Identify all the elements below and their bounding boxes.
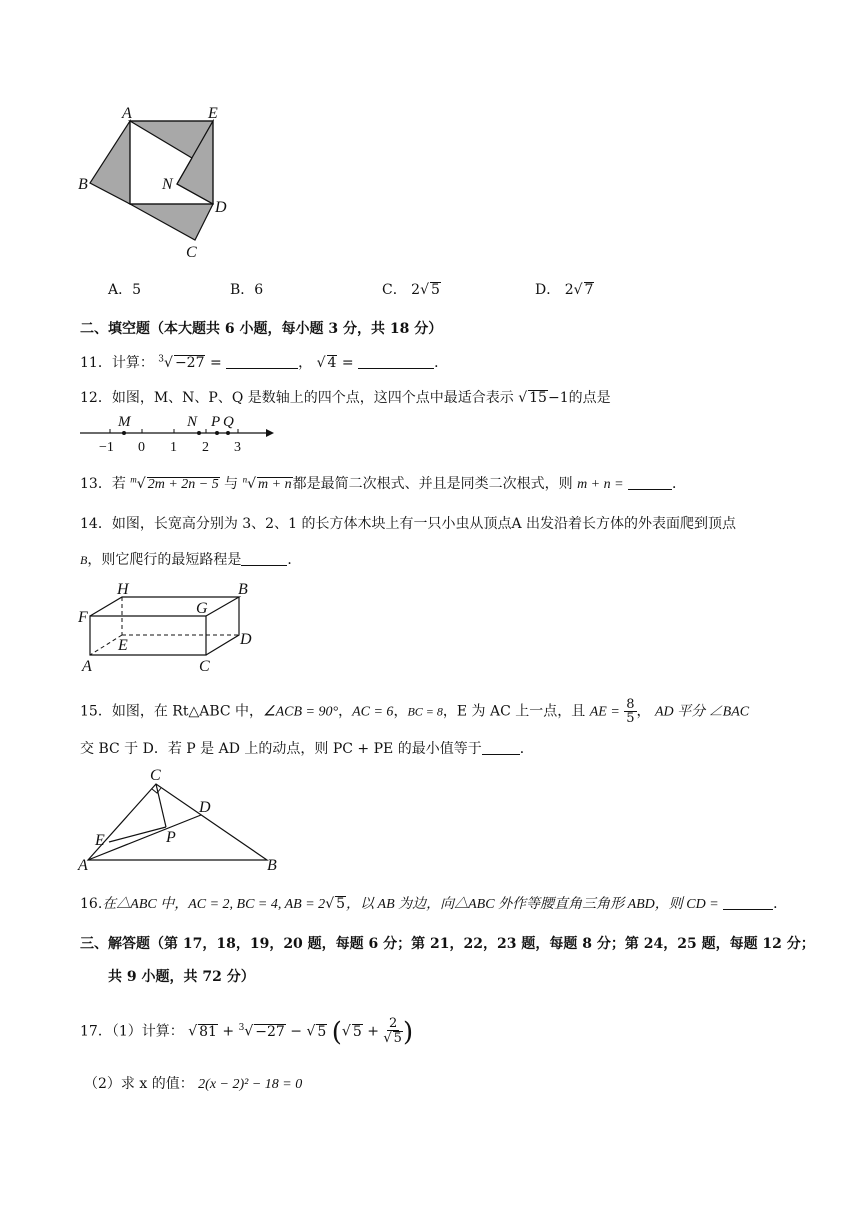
q17-minus: − [290, 1023, 302, 1040]
q14-line1 [80, 513, 736, 533]
option-d-coef: 2 [564, 282, 574, 298]
q16-radicand: 5 [336, 896, 346, 912]
q17-number: 17． [80, 1023, 112, 1040]
q12-radicand: 15 [529, 390, 547, 406]
q14-blank[interactable] [241, 551, 287, 566]
q10-figure [70, 100, 240, 265]
label-f: F [78, 609, 88, 626]
point-m [122, 431, 126, 435]
label-a: A [122, 105, 132, 122]
option-a-value: 5 [132, 282, 142, 298]
q17-radicand-m27: −27 [255, 1023, 285, 1040]
q15-end: ． [519, 741, 534, 757]
q15-frac-den: 5 [626, 711, 635, 726]
label-h: H [117, 581, 129, 598]
q17-inner-plus: + [367, 1023, 379, 1040]
q14-text-1: 如图，长宽高分别为 3、2、1 的长方体木块上有一只小虫从顶点A 出发沿着长方体的外表面爬到顶点 [111, 516, 737, 532]
q13-blank[interactable] [628, 475, 672, 490]
option-b-letter: B． [230, 282, 255, 298]
q17-right-paren: ) [402, 1017, 414, 1048]
cuboid-top-face [90, 597, 239, 616]
q13-ruo: 若 [111, 476, 126, 492]
option-d-radicand: 7 [584, 282, 594, 298]
label-c: C [186, 244, 197, 261]
q16-blank[interactable] [723, 895, 773, 910]
q15-bc: BC = 8 [407, 704, 443, 719]
q17-root-index: 3 [238, 1022, 245, 1033]
q15-ae: AE = [589, 704, 620, 720]
gray-triangle-abb [90, 121, 130, 204]
option-d: D． 2√ 7 [535, 282, 594, 298]
label-b: B [267, 857, 277, 874]
point-q [226, 431, 230, 435]
q13-radicand-1: 2m + 2n − 5 [147, 477, 219, 492]
q16-end: ． [773, 896, 788, 912]
q15-fraction [624, 698, 636, 725]
q15-ac: AC = 6 [352, 704, 394, 720]
q11-root-index: 3 [158, 354, 165, 365]
number-line [78, 412, 278, 456]
option-b-value: 6 [254, 282, 264, 298]
label-b: B [78, 176, 88, 193]
q11-number: 11． [80, 355, 112, 371]
q11-equals-2: = [341, 355, 354, 371]
q14-vertex-b: B [80, 553, 88, 567]
q13-root-index-2: n [242, 474, 248, 485]
q13-yu: 与 [224, 476, 239, 492]
label-g: G [196, 600, 208, 617]
tick-label-1: 1 [170, 440, 177, 455]
point-p [215, 431, 219, 435]
q14-line2 [80, 549, 301, 569]
segment-ad [88, 815, 201, 860]
label-m: M [118, 414, 131, 430]
q16: 16.在△ABC 中，AC = 2, BC = 4, AB = 2√ 5，以 AB 为边，向△ABC 外作等腰直角三角形 ABD，则 CD = ． [80, 896, 788, 912]
label-e: E [95, 832, 105, 849]
tick-label-2: 2 [202, 440, 209, 455]
label-n: N [162, 176, 173, 193]
q15-text-g: ，E 为 AC 上一点，且 [442, 703, 586, 720]
q17-part2 [84, 1073, 302, 1093]
section3-line2: 共 9 小题，共 72 分） [108, 969, 255, 985]
q17-part1-label: （1）计算： [111, 1023, 184, 1040]
label-a: A [82, 658, 92, 674]
label-c: C [199, 658, 210, 674]
section2-title: 二、填空题（本大题共 6 小题，每小题 3 分，共 18 分） [80, 321, 443, 337]
cuboid-figure [74, 578, 264, 674]
q16-text-1: 在△ABC 中，AC = 2, BC = 4, AB = 2 [102, 897, 326, 912]
q15-text-a: 如图，在 Rt△ABC 中， [111, 703, 264, 720]
q12-tail: 的点是 [568, 390, 611, 406]
option-d-letter: D． [535, 282, 561, 298]
q12-number: 12． [80, 390, 112, 406]
q11: 11．计算： $^3$√ −27 = ， √ 4 = ． [80, 354, 449, 371]
q13-expression: m + n = [577, 477, 624, 492]
label-d: D [199, 799, 211, 816]
label-b: B [238, 581, 248, 598]
option-a-letter: A． [108, 282, 133, 298]
q17-inner-radicand-5: 5 [352, 1023, 362, 1040]
tick-label-0: 0 [138, 440, 145, 455]
label-p: P [211, 414, 221, 430]
q15-comma-2: ， [393, 703, 408, 720]
q17-part2-label: （2）求 x 的值： [84, 1076, 194, 1092]
label-q: Q [223, 414, 234, 430]
q17-part1: 17．（1）计算： √ 81 + $^3$√ −27 − √ 5 (√ 5 + $\frac{2}{√ 5}$ ) [80, 1016, 414, 1048]
label-e: E [118, 637, 128, 654]
q13-number: 13． [80, 476, 112, 492]
q11-radicand-1: −27 [174, 355, 205, 371]
q13-radicand-2: m + n [258, 477, 292, 492]
label-e: E [208, 105, 218, 122]
q13-text: 都是最简二次根式、并且是同类二次根式，则 [292, 476, 573, 492]
q17-plus: + [222, 1023, 235, 1040]
q11-blank-1[interactable] [226, 354, 298, 369]
option-c-radicand: 5 [431, 282, 440, 298]
cuboid-right-face [206, 597, 239, 655]
q11-radicand-2: 4 [327, 355, 337, 371]
q11-separator: ， [298, 355, 313, 371]
q17-radicand-5: 5 [317, 1023, 327, 1040]
q15-angle-acb: ∠ACB = 90° [263, 704, 339, 720]
q15-line2 [80, 738, 534, 758]
section3-line1: 三、解答题（第 17，18，19，20 题，每题 6 分；第 21，22，23 题，每题 8 分；第 24，25 题，每题 12 分； [80, 936, 815, 952]
q16-number: 16. [80, 896, 103, 912]
triangle-abc [88, 784, 267, 860]
option-a [108, 279, 141, 299]
q17-frac-den: √ 5 [383, 1031, 402, 1046]
gray-triangle-cd [130, 204, 213, 240]
q17-fraction [383, 1017, 403, 1046]
q17-frac-den-radicand: 5 [393, 1031, 402, 1046]
q16-text-2: ，以 AB 为边，向△ABC 外作等腰直角三角形 ABD，则 CD = [346, 897, 719, 912]
q15-comma-3: ， [636, 703, 651, 720]
q15-line1 [80, 698, 749, 725]
q15-frac-num: 8 [626, 697, 635, 712]
tick-label-minus-1: −1 [99, 440, 114, 455]
q15-comma-1: ， [338, 703, 353, 720]
label-a: A [78, 857, 88, 874]
label-d: D [215, 199, 227, 216]
q17-frac-num: 2 [389, 1016, 398, 1031]
label-c: C [150, 767, 161, 784]
tick-label-3: 3 [234, 440, 241, 455]
label-p: P [166, 829, 176, 846]
q15-number: 15． [80, 703, 112, 720]
label-n: N [187, 414, 198, 430]
point-n [197, 431, 201, 435]
q15-ad-bisect: AD 平分 ∠BAC [654, 704, 750, 720]
q13-end: ． [672, 476, 687, 492]
q12-minus-one: −1 [547, 390, 569, 406]
q13: 13．若 $^m$√ 2m + 2n − 5 与 $^n$√ m + n都是最简二次根式、并且是同类二次根式，则 m + n = ． [80, 474, 687, 492]
q12: 12．如图，M、N、P、Q 是数轴上的四个点，这四个点中最适合表示 √ 15−1的点是 [80, 390, 611, 406]
q11-end: ． [434, 355, 449, 371]
q15-blank[interactable] [482, 740, 520, 755]
q13-root-index-1: m [130, 474, 137, 485]
option-c-letter: C． [382, 282, 407, 298]
option-c-coef: 2 [411, 282, 421, 298]
q15-text-2: 交 BC 于 D．若 P 是 AD 上的动点，则 PC + PE 的最小值等于 [80, 741, 482, 757]
q11-blank-2[interactable] [358, 354, 434, 369]
option-b [230, 279, 263, 299]
number-line-arrow-icon [266, 429, 274, 437]
q12-text: 如图，M、N、P、Q 是数轴上的四个点，这四个点中最适合表示 [111, 390, 514, 406]
q14-end: ． [287, 552, 302, 568]
q17-left-paren: ( [331, 1017, 342, 1048]
q17-radicand-81: 81 [199, 1023, 217, 1040]
q14-number: 14． [80, 516, 112, 532]
triangle-figure [74, 764, 284, 874]
q14-text-2: ，则它爬行的最短路程是 [87, 552, 242, 568]
q11-equals-1: = [209, 355, 222, 371]
q11-prefix: 计算： [111, 355, 154, 371]
q17-part2-equation: 2(x − 2)² − 18 = 0 [198, 1077, 303, 1092]
option-c: C． 2√ 5 [382, 282, 440, 298]
label-d: D [240, 631, 252, 648]
